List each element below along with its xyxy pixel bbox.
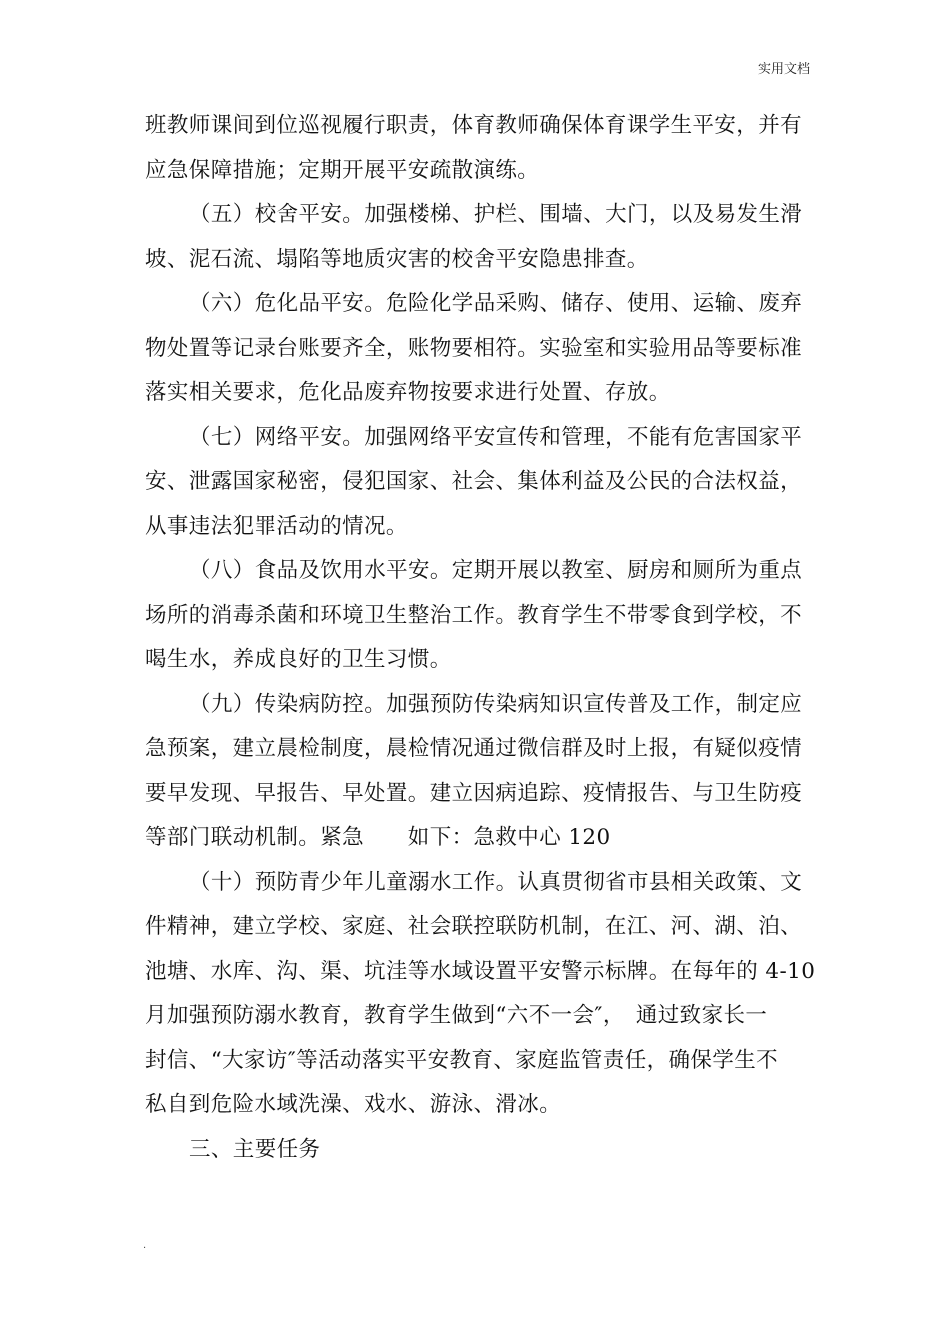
paragraph-line: 落实相关要求，危化品废弃物按要求进行处置、存放。: [145, 380, 671, 405]
paragraph-line: 池塘、水库、沟、渠、坑洼等水域设置平安警示标牌。在每年的 4-10: [145, 958, 816, 984]
paragraph-line: 物处置等记录台账要齐全，账物要相符。实验室和实验用品等要标准: [145, 335, 803, 361]
paragraph-first-line: （五）校舍平安。加强楼梯、护栏、围墙、大门，以及易发生滑: [189, 202, 803, 227]
paragraph-line: 急预案，建立晨检制度，晨检情况通过微信群及时上报，有疑似疫情: [145, 736, 803, 761]
paragraph-line: 件精神，建立学校、家庭、社会联控联防机制，在江、河、湖、泊、: [145, 914, 803, 939]
page-header-label: 实用文档: [757, 62, 810, 77]
paragraph-line: 要早发现、早报告、早处置。建立因病追踪、疫情报告、与卫生防疫: [145, 780, 803, 806]
paragraph-line: 场所的消毒杀菌和环境卫生整治工作。教育学生不带零食到学校，不: [145, 602, 803, 628]
paragraph-line: 私自到危险水域洗澡、戏水、游泳、滑冰。: [145, 1092, 562, 1117]
paragraph-first-line: （八）食品及饮用水平安。定期开展以教室、厨房和厕所为重点: [189, 558, 803, 583]
paragraph-first-line: （七）网络平安。加强网络平安宣传和管理，不能有危害国家平: [189, 424, 803, 450]
paragraph-line: 月加强预防溺水教育，教育学生做到“六不一会″， 通过致家长一: [145, 1003, 768, 1028]
paragraph-first-line: 三、主要任务: [189, 1136, 321, 1162]
document-body: [145, 104, 816, 1172]
paragraph-line: 应急保障措施；定期开展平安疏散演练。: [145, 157, 540, 183]
paragraph-line: 从事违法犯罪活动的情况。: [145, 513, 408, 539]
paragraph-first-line: （十）预防青少年儿童溺水工作。认真贯彻省市县相关政策、文: [189, 869, 803, 895]
paragraph-line: 坡、泥石流、塌陷等地质灾害的校舍平安隐患排查。: [145, 246, 649, 272]
paragraph-line: 班教师课间到位巡视履行职责，体育教师确保体育课学生平安，并有: [145, 113, 803, 138]
paragraph-first-line: （六）危化品平安。危险化学品采购、储存、使用、运输、废弃: [189, 291, 803, 316]
paragraph-line: 喝生水，养成良好的卫生习惯。: [145, 647, 452, 672]
paragraph-first-line: （九）传染病防控。加强预防传染病知识宣传普及工作，制定应: [189, 691, 803, 717]
paragraph-line: 封信、“大家访″等活动落实平安教育、家庭监管责任，确保学生不: [145, 1047, 779, 1073]
footer-mark: .: [143, 1240, 147, 1251]
paragraph-line: 等部门联动机制。紧急 如下：急救中心 120: [145, 825, 611, 850]
paragraph-line: 安、泄露国家秘密，侵犯国家、社会、集体利益及公民的合法权益，: [145, 469, 803, 494]
